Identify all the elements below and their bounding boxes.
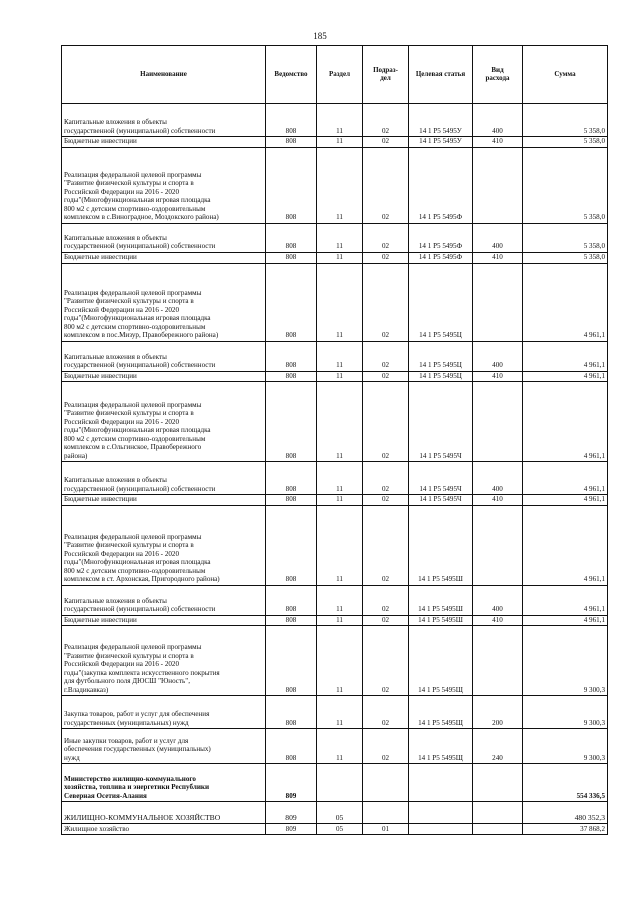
cell-subsection <box>363 764 409 802</box>
cell-kind: 410 <box>473 137 523 148</box>
cell-section: 11 <box>317 696 363 729</box>
cell-subsection: 02 <box>363 371 409 382</box>
cell-target: 14 1 Р5 5495Ц <box>409 371 473 382</box>
cell-kind <box>473 764 523 802</box>
cell-dept: 808 <box>266 626 317 696</box>
cell-sum: 4 961,1 <box>523 505 608 585</box>
cell-target <box>409 802 473 824</box>
cell-kind: 400 <box>473 341 523 371</box>
cell-name: Капитальные вложения в объекты государственной (муниципальной) собственности <box>62 462 266 495</box>
table-body <box>62 104 608 835</box>
cell-dept: 808 <box>266 252 317 263</box>
cell-target: 14 1 Р5 5495Ч <box>409 462 473 495</box>
table-row <box>62 252 608 263</box>
cell-target: 14 1 Р5 5495Щ <box>409 696 473 729</box>
cell-section <box>317 764 363 802</box>
cell-name: Реализация федеральной целевой программы "Развитие физической культуры и спорта в Российской Федерации на 2016 - 2020 годы"(Многофункциональная игровая площадка 800 м2 с детским спортивно-оздоровительным комплексом в ст. Архонская, Пригородного района) <box>62 505 266 585</box>
cell-name: Министерство жилищно-коммунального хозяйства, топлива и энергетики Республики Северная Осетия-Алания <box>62 764 266 802</box>
cell-sum: 5 358,0 <box>523 252 608 263</box>
cell-name: Реализация федеральной целевой программы "Развитие физической культуры и спорта в Российской Федерации на 2016 - 2020 годы"(Многофункциональная игровая площадка 800 м2 с детским спортивно-оздоровительным комплексом в с.Виноградное, Моздокского района) <box>62 147 266 223</box>
header-subsection: Подраз- дел <box>363 46 409 104</box>
cell-kind <box>473 802 523 824</box>
cell-subsection: 02 <box>363 382 409 462</box>
cell-target: 14 1 Р5 5495Ш <box>409 585 473 615</box>
cell-subsection: 02 <box>363 495 409 506</box>
cell-sum: 4 961,1 <box>523 462 608 495</box>
table-row <box>62 626 608 696</box>
cell-target: 14 1 Р5 5495Щ <box>409 626 473 696</box>
cell-section: 11 <box>317 137 363 148</box>
table-row <box>62 696 608 729</box>
cell-name: Бюджетные инвестиции <box>62 495 266 506</box>
table-header-row <box>62 46 608 104</box>
cell-dept: 809 <box>266 802 317 824</box>
cell-kind <box>473 824 523 835</box>
cell-sum: 4 961,1 <box>523 263 608 341</box>
cell-target: 14 1 Р5 5495У <box>409 104 473 137</box>
cell-name: Бюджетные инвестиции <box>62 137 266 148</box>
table-row <box>62 505 608 585</box>
cell-section: 11 <box>317 505 363 585</box>
cell-name: Бюджетные инвестиции <box>62 252 266 263</box>
cell-kind: 400 <box>473 462 523 495</box>
cell-dept: 808 <box>266 223 317 252</box>
table-row <box>62 764 608 802</box>
cell-dept: 809 <box>266 764 317 802</box>
table-row <box>62 462 608 495</box>
cell-target: 14 1 Р5 5495Ф <box>409 252 473 263</box>
cell-subsection: 02 <box>363 223 409 252</box>
cell-section: 11 <box>317 626 363 696</box>
cell-target <box>409 824 473 835</box>
cell-subsection: 02 <box>363 252 409 263</box>
cell-sum: 4 961,1 <box>523 495 608 506</box>
cell-name: Капитальные вложения в объекты государственной (муниципальной) собственности <box>62 341 266 371</box>
cell-section: 11 <box>317 223 363 252</box>
cell-kind: 410 <box>473 371 523 382</box>
cell-name: Капитальные вложения в объекты государственной (муниципальной) собственности <box>62 585 266 615</box>
cell-section: 11 <box>317 615 363 626</box>
cell-dept: 808 <box>266 696 317 729</box>
table-row <box>62 615 608 626</box>
cell-subsection <box>363 802 409 824</box>
cell-target: 14 1 Р5 5495Ф <box>409 223 473 252</box>
cell-name: Реализация федеральной целевой программы "Развитие физической культуры и спорта в Российской Федерации на 2016 - 2020 годы"(Многофункциональная игровая площадка 800 м2 с детским спортивно-оздоровительным комплексом в пос.Мизур, Правобережного района) <box>62 263 266 341</box>
cell-target: 14 1 Р5 5495Щ <box>409 729 473 764</box>
cell-dept: 808 <box>266 104 317 137</box>
table-row <box>62 729 608 764</box>
cell-kind: 410 <box>473 615 523 626</box>
cell-kind <box>473 382 523 462</box>
table-row <box>62 223 608 252</box>
table-row <box>62 802 608 824</box>
cell-kind: 400 <box>473 223 523 252</box>
cell-section: 11 <box>317 462 363 495</box>
header-name: Наименование <box>62 46 266 104</box>
table-row <box>62 824 608 835</box>
cell-subsection: 02 <box>363 729 409 764</box>
cell-target: 14 1 Р5 5495Ч <box>409 495 473 506</box>
cell-subsection: 02 <box>363 626 409 696</box>
cell-target: 14 1 Р5 5495Ш <box>409 615 473 626</box>
cell-sum: 554 336,5 <box>523 764 608 802</box>
cell-sum: 480 352,3 <box>523 802 608 824</box>
header-sum: Сумма <box>523 46 608 104</box>
cell-sum: 5 358,0 <box>523 137 608 148</box>
cell-name: Бюджетные инвестиции <box>62 615 266 626</box>
cell-sum: 4 961,1 <box>523 371 608 382</box>
cell-sum: 9 300,3 <box>523 696 608 729</box>
cell-dept: 809 <box>266 824 317 835</box>
cell-sum: 5 358,0 <box>523 147 608 223</box>
cell-sum: 5 358,0 <box>523 104 608 137</box>
cell-name: ЖИЛИЩНО-КОММУНАЛЬНОЕ ХОЗЯЙСТВО <box>62 802 266 824</box>
header-kind: Вид расхода <box>473 46 523 104</box>
cell-name: Реализация федеральной целевой программы "Развитие физической культуры и спорта в Российской Федерации на 2016 - 2020 годы"(закупка комплекта искусственного покрытия для футбольного поля ДЮСШ "Юность", г.Владикавказ) <box>62 626 266 696</box>
cell-name: Закупка товаров, работ и услуг для обеспечения государственных (муниципальных) нужд <box>62 696 266 729</box>
cell-target: 14 1 Р5 5495Ц <box>409 341 473 371</box>
cell-kind <box>473 263 523 341</box>
cell-section: 11 <box>317 263 363 341</box>
table-row <box>62 263 608 341</box>
cell-section: 11 <box>317 382 363 462</box>
cell-kind: 400 <box>473 104 523 137</box>
cell-target: 14 1 Р5 5495Ч <box>409 382 473 462</box>
cell-sum: 4 961,1 <box>523 585 608 615</box>
cell-kind: 410 <box>473 495 523 506</box>
cell-dept: 808 <box>266 263 317 341</box>
cell-dept: 808 <box>266 371 317 382</box>
cell-subsection: 02 <box>363 263 409 341</box>
cell-section: 05 <box>317 824 363 835</box>
cell-kind <box>473 626 523 696</box>
cell-subsection: 02 <box>363 137 409 148</box>
cell-target: 14 1 Р5 5495Ц <box>409 263 473 341</box>
cell-section: 11 <box>317 729 363 764</box>
cell-subsection: 01 <box>363 824 409 835</box>
cell-dept: 808 <box>266 585 317 615</box>
page-number: 185 <box>313 31 327 41</box>
cell-section: 05 <box>317 802 363 824</box>
cell-name: Реализация федеральной целевой программы "Развитие физической культуры и спорта в Российской Федерации на 2016 - 2020 годы"(Многофункциональная игровая площадка 800 м2 с детским спортивно-оздоровительным комплексом в с.Ольгинское, Правобережного района) <box>62 382 266 462</box>
cell-name: Бюджетные инвестиции <box>62 371 266 382</box>
cell-kind: 200 <box>473 696 523 729</box>
cell-subsection: 02 <box>363 462 409 495</box>
header-dept: Ведомство <box>266 46 317 104</box>
table-row <box>62 382 608 462</box>
table-row <box>62 585 608 615</box>
cell-sum: 4 961,1 <box>523 615 608 626</box>
cell-dept: 808 <box>266 495 317 506</box>
cell-sum: 37 868,2 <box>523 824 608 835</box>
header-target: Целевая статья <box>409 46 473 104</box>
table-row <box>62 104 608 137</box>
cell-subsection: 02 <box>363 696 409 729</box>
cell-subsection: 02 <box>363 341 409 371</box>
cell-target: 14 1 Р5 5495У <box>409 137 473 148</box>
cell-section: 11 <box>317 495 363 506</box>
cell-kind: 400 <box>473 585 523 615</box>
cell-sum: 5 358,0 <box>523 223 608 252</box>
cell-target: 14 1 Р5 5495Ш <box>409 505 473 585</box>
cell-kind: 240 <box>473 729 523 764</box>
cell-sum: 4 961,1 <box>523 341 608 371</box>
cell-section: 11 <box>317 585 363 615</box>
table-row <box>62 371 608 382</box>
cell-kind: 410 <box>473 252 523 263</box>
cell-dept: 808 <box>266 137 317 148</box>
table-row <box>62 341 608 371</box>
cell-sum: 9 300,3 <box>523 626 608 696</box>
cell-subsection: 02 <box>363 147 409 223</box>
cell-dept: 808 <box>266 505 317 585</box>
cell-subsection: 02 <box>363 104 409 137</box>
cell-name: Жилищное хозяйство <box>62 824 266 835</box>
cell-section: 11 <box>317 252 363 263</box>
cell-target <box>409 764 473 802</box>
table-row <box>62 495 608 506</box>
cell-dept: 808 <box>266 382 317 462</box>
cell-dept: 808 <box>266 615 317 626</box>
cell-kind <box>473 505 523 585</box>
cell-dept: 808 <box>266 462 317 495</box>
cell-name: Капитальные вложения в объекты государственной (муниципальной) собственности <box>62 223 266 252</box>
cell-section: 11 <box>317 341 363 371</box>
table-row <box>62 147 608 223</box>
cell-section: 11 <box>317 371 363 382</box>
cell-dept: 808 <box>266 341 317 371</box>
cell-name: Иные закупки товаров, работ и услуг для обеспечения государственных (муниципальных) нужд <box>62 729 266 764</box>
cell-kind <box>473 147 523 223</box>
budget-table <box>61 45 608 835</box>
cell-sum: 9 300,3 <box>523 729 608 764</box>
cell-section: 11 <box>317 104 363 137</box>
cell-name: Капитальные вложения в объекты государственной (муниципальной) собственности <box>62 104 266 137</box>
header-section: Раздел <box>317 46 363 104</box>
cell-section: 11 <box>317 147 363 223</box>
cell-sum: 4 961,1 <box>523 382 608 462</box>
cell-subsection: 02 <box>363 615 409 626</box>
cell-subsection: 02 <box>363 585 409 615</box>
cell-dept: 808 <box>266 147 317 223</box>
cell-dept: 808 <box>266 729 317 764</box>
cell-subsection: 02 <box>363 505 409 585</box>
table-row <box>62 137 608 148</box>
cell-target: 14 1 Р5 5495Ф <box>409 147 473 223</box>
